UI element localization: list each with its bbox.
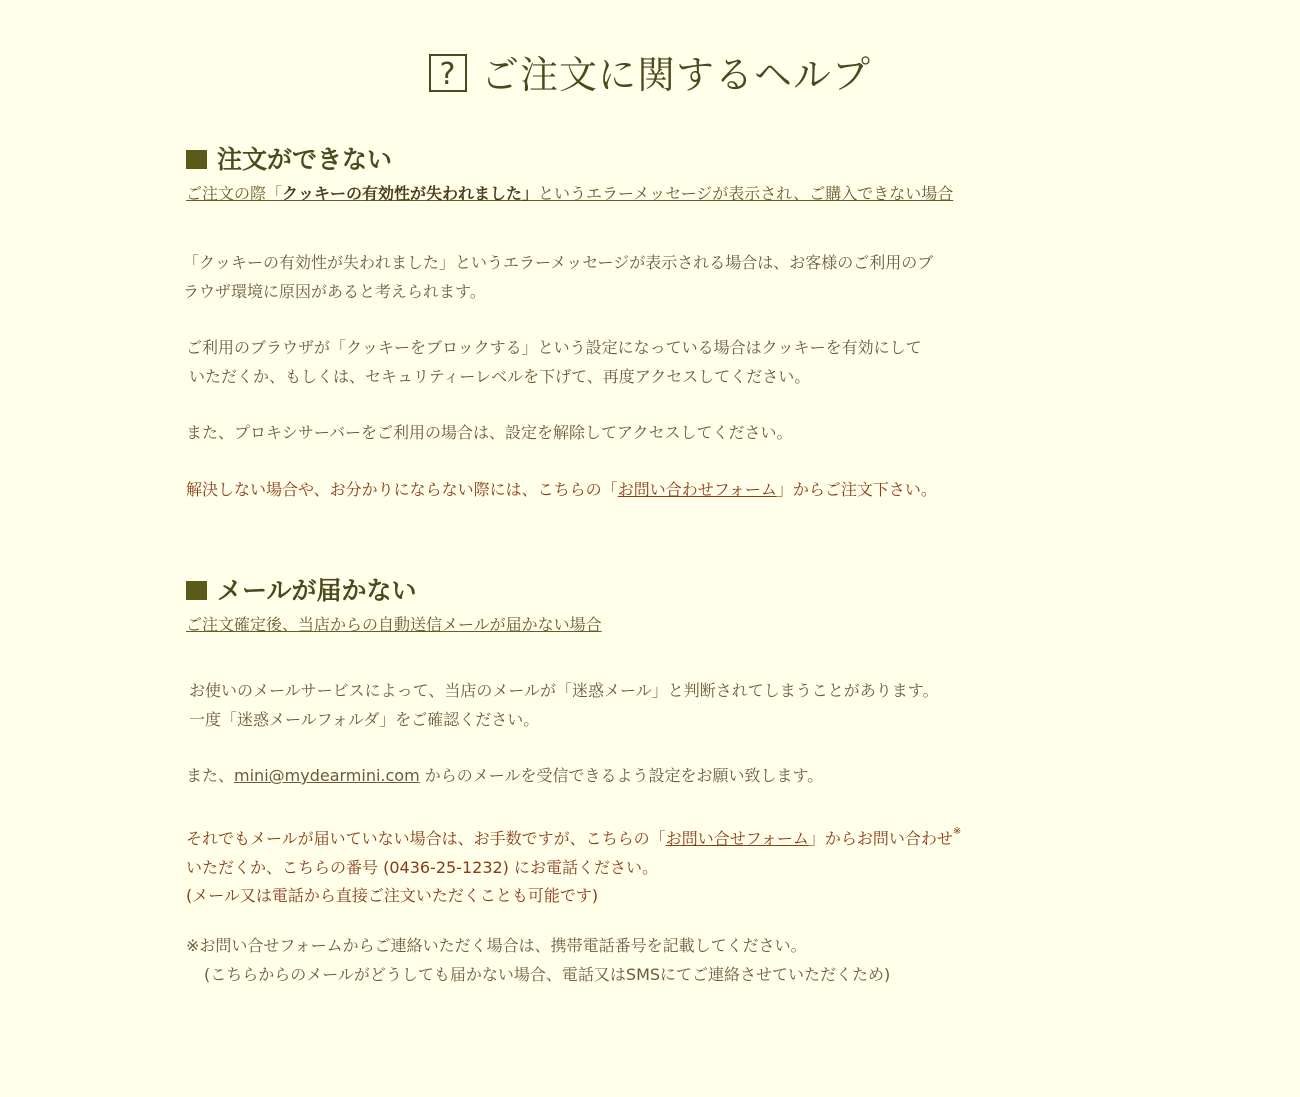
page-title <box>0 44 1300 99</box>
paragraph: お使いのメールサービスによって、当店のメールが「迷惑メール」と判断されてしまうことがあります。 一度「迷惑メールフォルダ」をご確認ください。 <box>189 681 939 729</box>
cookie-explanation <box>183 249 1126 306</box>
paragraph: ※お問い合せフォームからご連絡いただく場合は、携帯電話番号を記載してください。 (こちらからのメールがどうしても届かない場合、電話又はSMSにてご連絡させていただくため) <box>186 936 891 984</box>
contact-fallback <box>186 818 1126 911</box>
section-cannot-order <box>186 145 1126 205</box>
square-bullet-icon <box>186 581 207 600</box>
inquiry-form-link[interactable]: お問い合せフォーム <box>665 829 809 848</box>
proxy-instructions <box>186 419 1126 448</box>
cookie-instructions <box>186 334 1126 391</box>
section-subheading: ご注文確定後、当店からの自動送信メールが届かない場合 <box>186 615 602 634</box>
square-bullet-icon <box>186 150 207 169</box>
question-icon: ? <box>429 54 467 92</box>
contact-instructions <box>186 476 1126 505</box>
paragraph: ご利用のブラウザが「クッキーをブロックする」という設定になっている場合はクッキーを有効にして いただくか、もしくは、セキュリティーレベルを下げて、再度アクセスしてください。 <box>186 338 922 386</box>
contact-form-link[interactable]: お問い合わせフォーム <box>617 480 777 499</box>
section-heading: メールが届かない <box>186 576 1126 606</box>
paragraph: それでもメールが届いていない場合は、お手数ですが、こちらの「お問い合せフォーム」からお問い合わせ※ いただくか、こちらの番号 (0436-25-1232) にお電話ください。 (メール又は電話から直接ご注文いただくことも可能です) <box>186 826 962 905</box>
section-subheading: ご注文の際「クッキーの有効性が失われました」というエラーメッセージが表示され、ご購入できない場合 <box>186 184 954 203</box>
section-mail-not-arriving <box>186 576 1126 636</box>
paragraph: 「クッキーの有効性が失われました」というエラーメッセージが表示される場合は、お客様のご利用のブ ラウザ環境に原因があると考えられます。 <box>183 253 934 301</box>
email-link[interactable]: mini@mydearmini.com <box>234 766 420 785</box>
page-title-text: ご注文に関するヘルプ <box>480 53 871 97</box>
paragraph: 解決しない場合や、お分かりにならない際には、こちらの「お問い合わせフォーム」からご注文下さい。 <box>186 480 937 499</box>
paragraph: また、プロキシサーバーをご利用の場合は、設定を解除してアクセスしてください。 <box>186 423 793 442</box>
paragraph: また、mini@mydearmini.com からのメールを受信できるよう設定をお願い致します。 <box>186 766 824 785</box>
email-whitelist-instructions <box>186 762 1126 791</box>
footnote <box>186 932 1126 989</box>
note-mark: ※ <box>952 826 962 837</box>
section-heading: 注文ができない <box>186 145 1126 175</box>
spam-explanation <box>186 677 1126 734</box>
